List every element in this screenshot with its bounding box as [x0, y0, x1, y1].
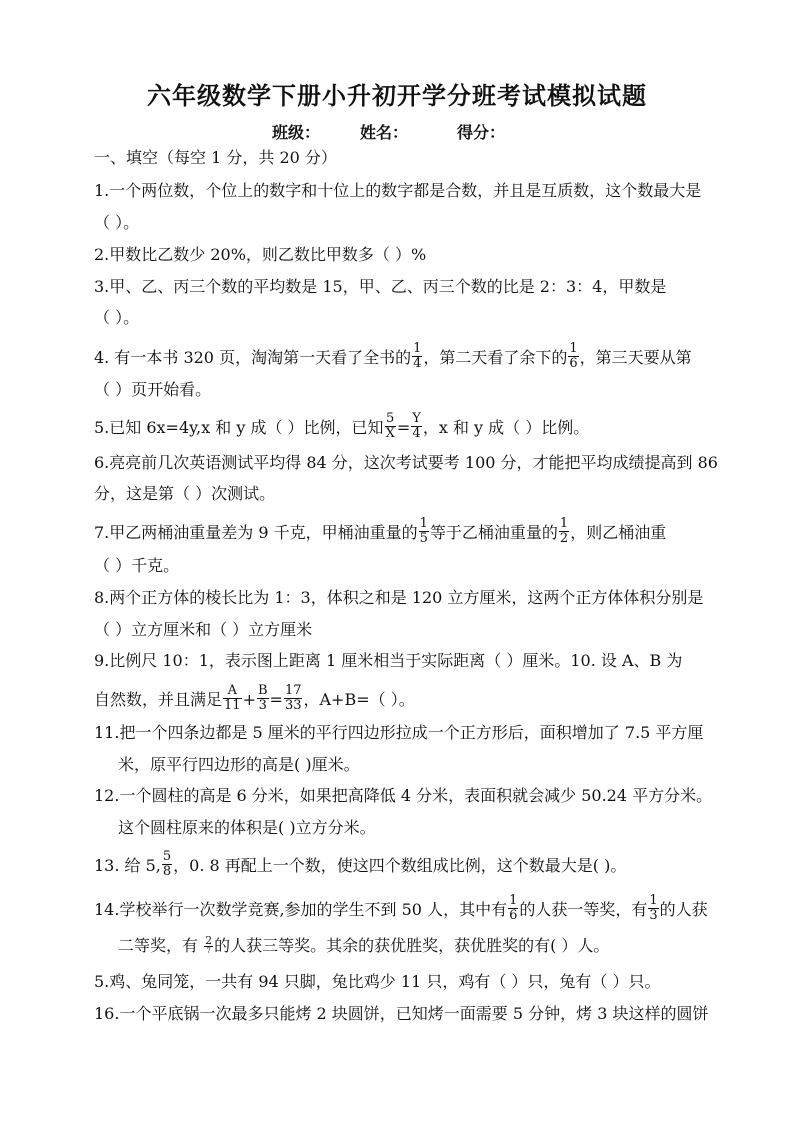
question-2: 2.甲数比乙数少 20%，则乙数比甲数多（ ）%	[94, 245, 427, 264]
q13-fraction	[162, 850, 172, 879]
question-13	[94, 849, 627, 881]
q14-fraction-2-num: 1	[649, 893, 658, 908]
q10-fraction-1	[223, 684, 242, 713]
q5-fraction-1-den: X	[385, 426, 395, 441]
q10-equals: =	[269, 690, 283, 709]
q13-text-2: ，0. 8 再配上一个数，使这四个数组成比例，这个数最大是( )。	[173, 856, 627, 875]
q10-fraction-3	[284, 684, 303, 713]
question-14-line-1	[94, 893, 708, 925]
class-label: 班级：	[272, 123, 321, 142]
q13-text-1: 13. 给 5,	[94, 856, 161, 875]
q14-text-5: 的人获三等奖。其余的获优胜奖，获优胜奖的有( ）人。	[214, 936, 610, 955]
q14-fraction-3-num: 2	[205, 933, 213, 947]
q5-fraction-2-den: 4	[412, 426, 421, 441]
question-12-line-2: 这个圆柱原来的体积是( )立方分米。	[118, 818, 376, 837]
question-8-line-1: 8.两个正方体的棱长比为 1：3，体积之和是 120 立方厘米，这两个正方体体积分别是	[94, 588, 704, 607]
q7-fraction-2	[559, 517, 569, 546]
q10-fraction-2	[257, 684, 269, 713]
q10-fraction-1-den: 11	[224, 698, 241, 713]
question-6-line-2: 分，这是第（ ）次测试。	[94, 484, 276, 503]
question-7-line-1	[94, 516, 667, 548]
question-5	[94, 411, 590, 443]
question-1-line-2: （ ）。	[94, 213, 140, 232]
q4-fraction-2	[568, 342, 578, 371]
q5-text-2: ，x 和 y 成（ ）比例。	[422, 418, 590, 437]
q5-fraction-1-num: 5	[386, 411, 395, 426]
q14-fraction-1	[508, 894, 518, 923]
q4-fraction-1-num: 1	[413, 341, 422, 356]
q10-text-1: 自然数，并且满足	[94, 690, 223, 709]
q7-fraction-1-den: 5	[419, 531, 428, 546]
q4-text-2: ，第二天看了余下的	[423, 348, 568, 367]
question-3-line-1: 3.甲、乙、丙三个数的平均数是 15，甲、乙、丙三个数的比是 2：3：4，甲数是	[94, 277, 667, 296]
question-15: 5.鸡、兔同笼，一共有 94 只脚，兔比鸡少 11 只，鸡有（ ）只，兔有（ ）只。	[94, 972, 661, 991]
q14-text-1: 14.学校举行一次数学竞赛,参加的学生不到 50 人，其中有	[94, 900, 508, 919]
q4-text-1: 4. 有一本书 320 页，淘淘第一天看了全书的	[94, 348, 412, 367]
q10-fraction-2-num: B	[257, 683, 268, 698]
question-6-line-1: 6.亮亮前几次英语测试平均得 84 分，这次考试要考 100 分，才能把平均成绩提高到 86	[94, 453, 718, 472]
q7-fraction-1-num: 1	[419, 516, 428, 531]
q10-fraction-1-num: A	[223, 684, 242, 699]
q7-text-3: ，则乙桶油重	[570, 523, 667, 542]
q4-text-3: ，第三天要从第	[579, 348, 692, 367]
q7-fraction-1	[419, 517, 429, 546]
question-7-line-2: （ ）千克。	[94, 556, 180, 575]
question-9-line-1: 9.比例尺 10：1，表示图上距离 1 厘米相当于实际距离（ ）厘米。10. 设 A、B 为	[94, 651, 683, 670]
q5-fraction-2	[411, 412, 422, 441]
q14-text-4: 二等奖，有	[118, 936, 204, 955]
question-16-line-1: 16.一个平底锅一次最多只能烤 2 块圆饼，已知烤一面需要 5 分钟，烤 3 块这样的圆饼	[94, 1004, 709, 1023]
q14-fraction-1-num: 1	[509, 893, 518, 908]
section-heading: 一、填空（每空 1 分，共 20 分）	[94, 148, 337, 167]
question-11-line-1: 11.把一个四条边都是 5 厘米的平行四边形拉成一个正方形后，面积增加了 7.5 平方厘	[94, 723, 704, 742]
q5-text-1: 5.已知 6x=4y,x 和 y 成（ ）比例，已知	[94, 418, 384, 437]
question-10-line	[94, 683, 415, 715]
q4-fraction-1	[412, 342, 422, 371]
q10-text-2: ，A+B=（ ）。	[303, 690, 415, 709]
q13-fraction-num: 5	[162, 849, 172, 864]
question-1-line-1: 1.一个两位数，个位上的数字和十位上的数字都是合数，并且是互质数，这个数最大是	[94, 181, 702, 200]
q7-fraction-2-den: 2	[559, 531, 569, 546]
question-12-line-1: 12.一个圆柱的高是 6 分米，如果把高降低 4 分米，表面积就会减少 50.24 平方分米。	[94, 786, 713, 805]
question-14-line-2	[118, 935, 609, 957]
q5-equals: =	[396, 418, 411, 437]
q5-fraction-1	[385, 412, 396, 441]
q10-fraction-3-den: 33	[284, 698, 302, 713]
score-label: 得分：	[457, 123, 506, 142]
q14-fraction-3	[204, 935, 213, 955]
q14-fraction-1-den: 6	[509, 908, 518, 923]
q7-text-2: 等于乙桶油重量的	[429, 523, 558, 542]
q10-fraction-3-num: 17	[284, 683, 302, 698]
question-4-line-1	[94, 341, 692, 373]
q10-plus: +	[242, 690, 256, 709]
q4-fraction-2-num: 1	[569, 341, 578, 356]
question-4-line-2: （ ）页开始看。	[94, 380, 212, 399]
q5-fraction-2-num: Y	[412, 411, 421, 426]
q14-fraction-2	[648, 894, 658, 923]
q14-fraction-3-den: 7	[206, 946, 211, 955]
name-label: 姓名：	[360, 123, 409, 142]
q14-text-2: 的人获一等奖，有	[519, 900, 648, 919]
question-3-line-2: （ ）。	[94, 308, 140, 327]
q7-fraction-2-num: 1	[559, 516, 569, 531]
q14-fraction-2-den: 3	[649, 908, 658, 923]
q4-fraction-2-den: 6	[569, 356, 578, 371]
q4-fraction-1-den: 4	[413, 356, 422, 371]
question-11-line-2: 米，原平行四边形的高是( )厘米。	[118, 755, 360, 774]
question-8-line-2: （ ）立方厘米和（ ）立方厘米	[94, 620, 313, 639]
q14-text-3: 的人获	[659, 900, 708, 919]
page-title: 六年级数学下册小升初开学分班考试模拟试题	[147, 81, 647, 110]
q10-fraction-2-den: 3	[258, 698, 267, 713]
q7-text-1: 7.甲乙两桶油重量差为 9 千克，甲桶油重量的	[94, 523, 418, 542]
q13-fraction-den: 8	[162, 864, 172, 879]
